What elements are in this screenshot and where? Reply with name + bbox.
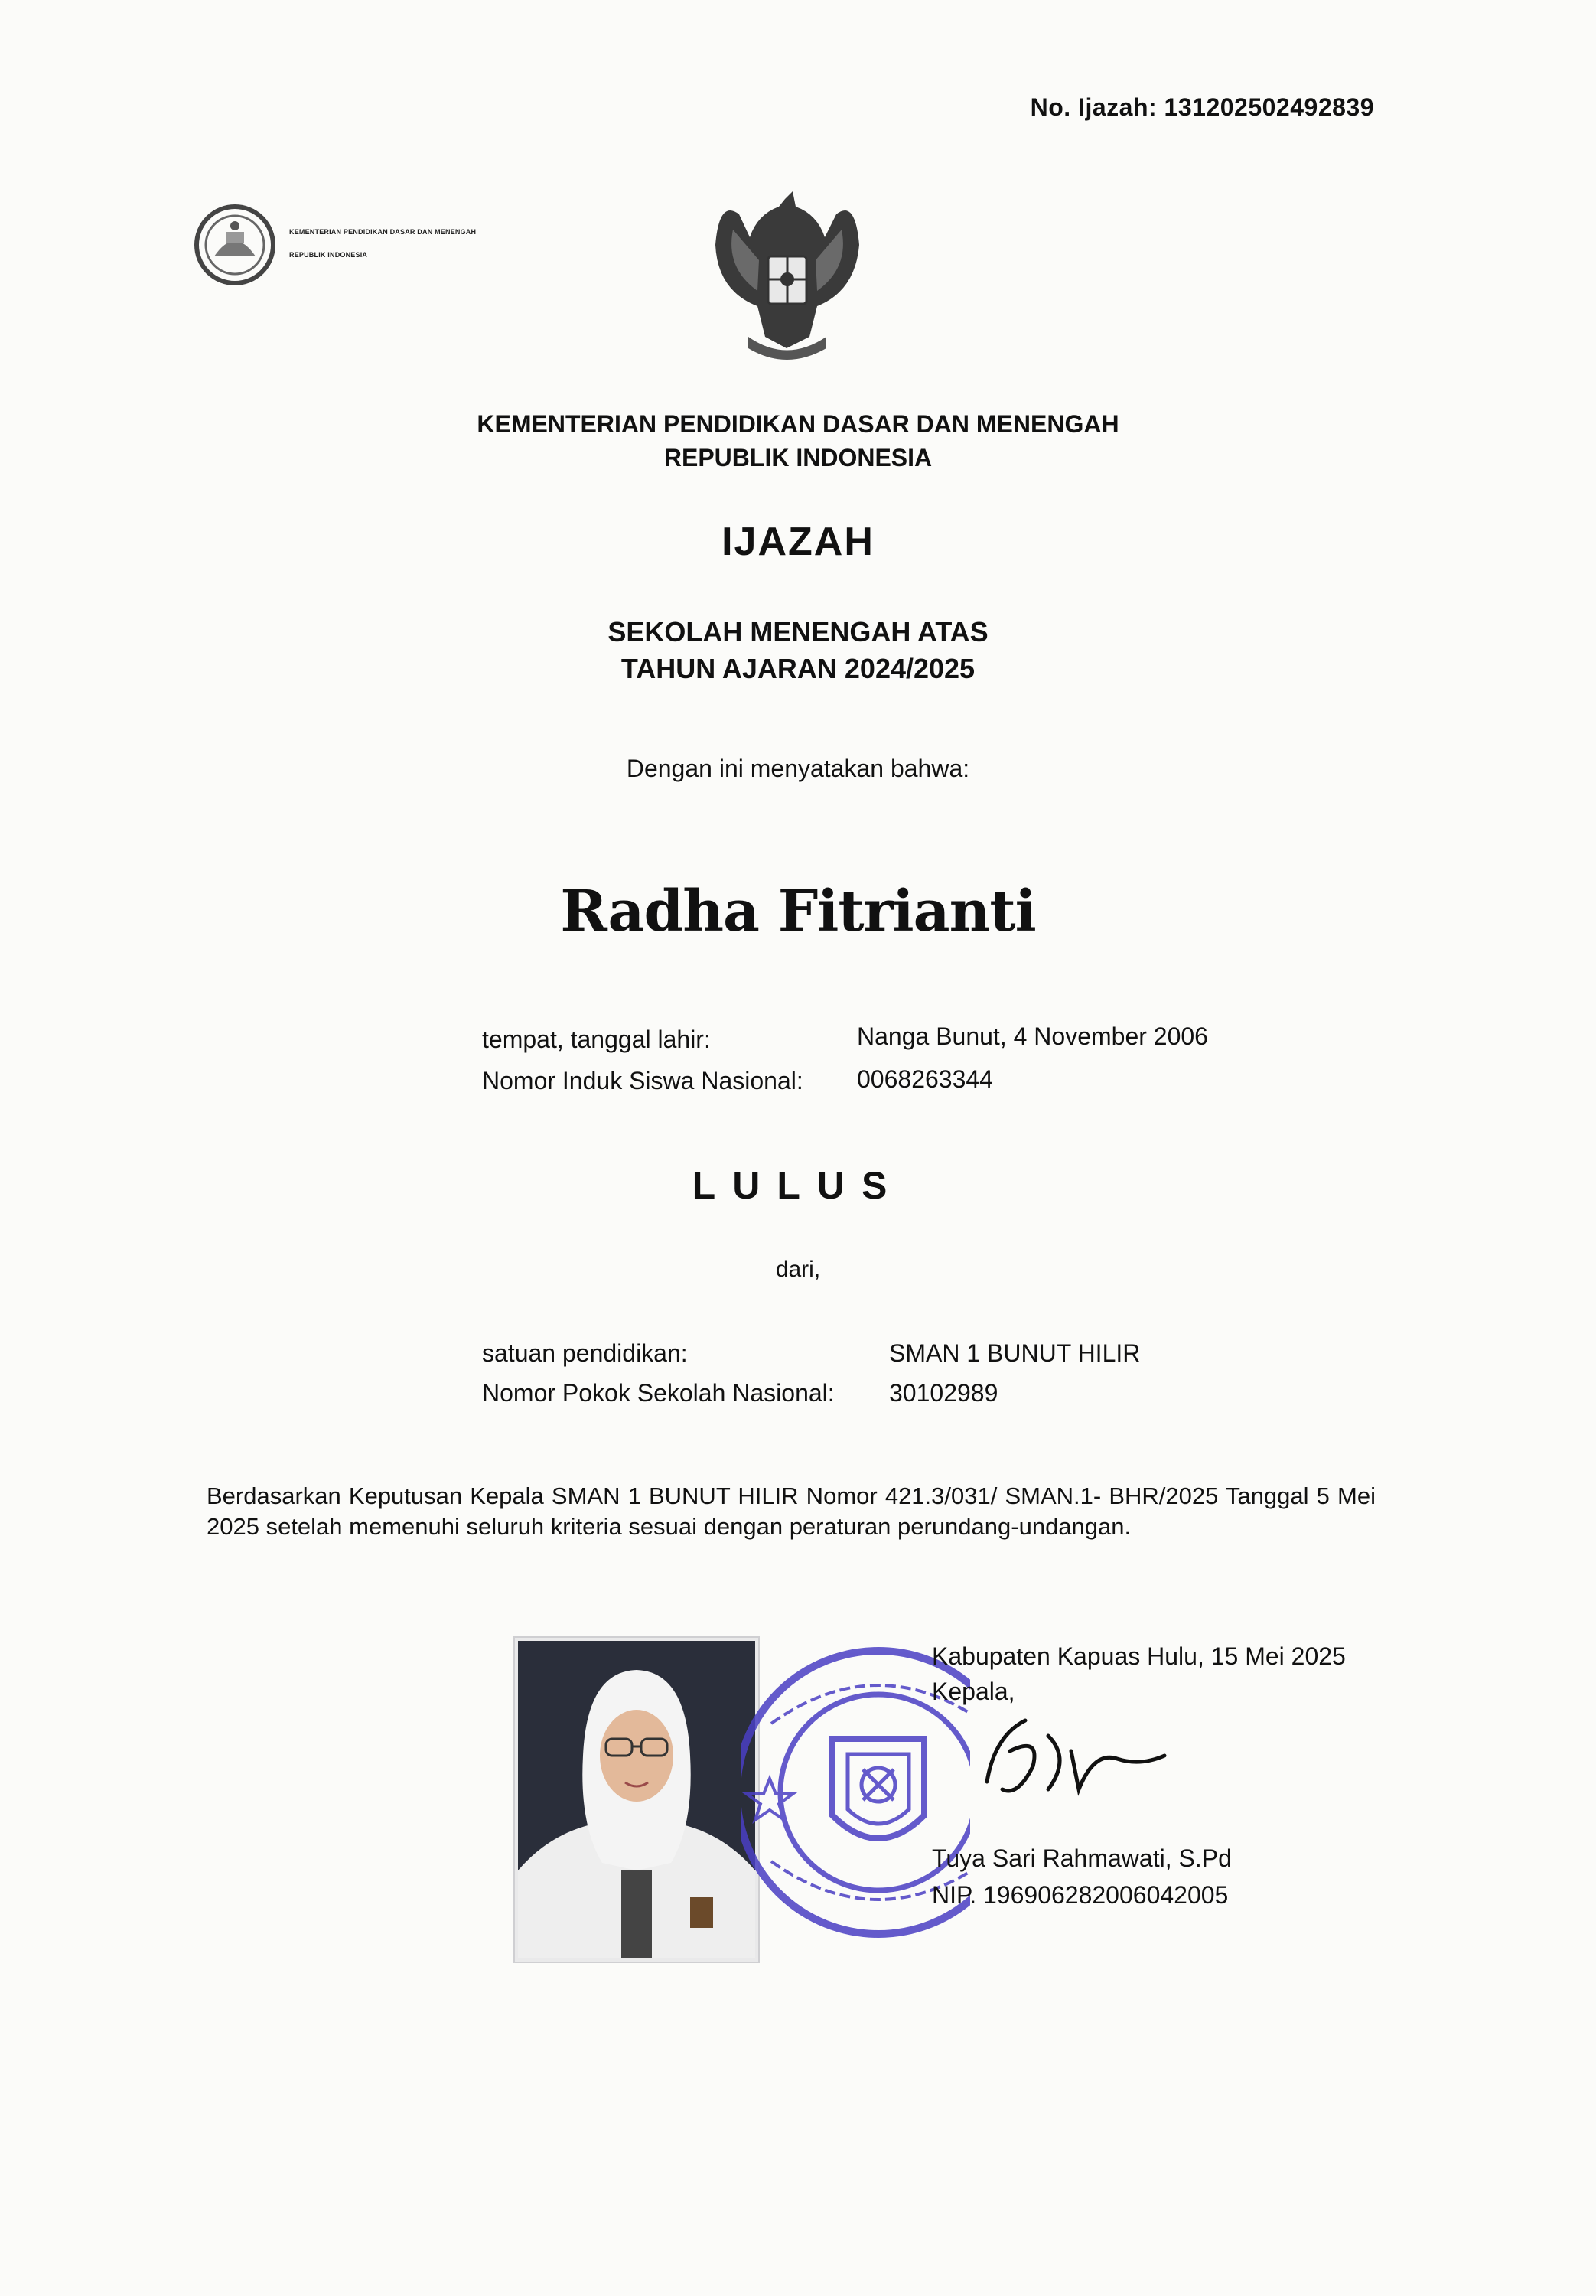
- school-level-block: [0, 614, 1596, 687]
- birth-value: Nanga Bunut, 4 November 2006: [857, 1022, 1208, 1050]
- npsn-label: Nomor Pokok Sekolah Nasional:: [482, 1379, 835, 1407]
- ministry-logo-icon: [191, 203, 279, 287]
- nisn-value: 0068263344: [857, 1065, 993, 1093]
- ministry-logo-text-line2: REPUBLIK INDONESIA: [289, 251, 368, 259]
- handwritten-signature-icon: [964, 1705, 1171, 1812]
- signature-title: Kepala,: [932, 1678, 1015, 1705]
- signatory-name: Tuya Sari Rahmawati, S.Pd: [932, 1844, 1232, 1872]
- signatory-nip: NIP. 196906282006042005: [932, 1881, 1229, 1909]
- school-unit-label: satuan pendidikan:: [482, 1339, 688, 1367]
- nisn-label: Nomor Induk Siswa Nasional:: [482, 1067, 803, 1094]
- decision-statement: Berdasarkan Keputusan Kepala SMAN 1 BUNUT HILIR Nomor 421.3/031/ SMAN.1- BHR/2025 Tanggal 5 Mei 2025 setelah memenuhi seluruh kriteria sesuai dengan peraturan perundang-undangan.: [207, 1482, 1376, 1540]
- ministry-logo-text-line1: KEMENTERIAN PENDIDIKAN DASAR DAN MENENGAH: [289, 228, 477, 236]
- ministry-title-line2: REPUBLIK INDONESIA: [663, 444, 933, 471]
- ministry-title-line1: KEMENTERIAN PENDIDIKAN DASAR DAN MENENGAH: [477, 410, 1119, 438]
- graduation-status: LULUS: [692, 1164, 904, 1207]
- birth-label: tempat, tanggal lahir:: [482, 1026, 711, 1053]
- from-label: dari,: [775, 1257, 821, 1282]
- school-level: SEKOLAH MENENGAH ATAS: [607, 616, 989, 647]
- ijazah-number: No. Ijazah: 131202502492839: [1030, 93, 1374, 121]
- ministry-title: [0, 407, 1596, 475]
- ministry-logo-text: [289, 220, 476, 266]
- academic-year: TAHUN AJARAN 2024/2025: [620, 653, 976, 684]
- student-photo-image: [518, 1641, 755, 1958]
- npsn-value: 30102989: [889, 1379, 998, 1407]
- school-unit-value: SMAN 1 BUNUT HILIR: [889, 1339, 1141, 1367]
- document-title: IJAZAH: [721, 520, 875, 564]
- student-photo: [515, 1638, 758, 1962]
- intro-statement: Dengan ini menyatakan bahwa:: [626, 755, 970, 782]
- garuda-emblem-icon: [702, 184, 872, 367]
- student-name: Radha Fitrianti: [560, 879, 1036, 944]
- signature-place-date: Kabupaten Kapuas Hulu, 15 Mei 2025: [932, 1642, 1346, 1670]
